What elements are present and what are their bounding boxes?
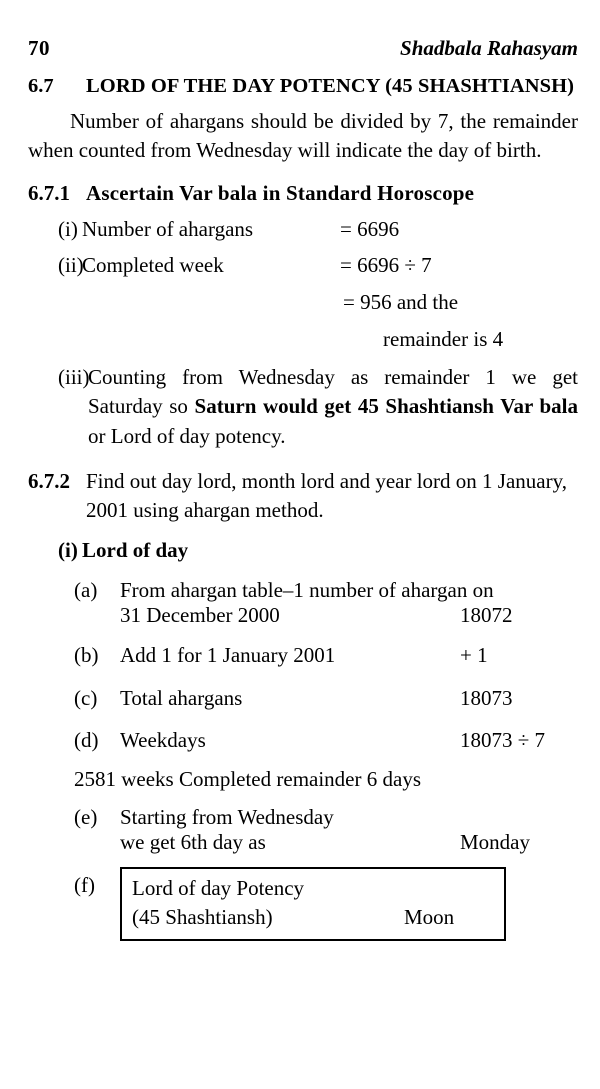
- item-text: [88, 363, 578, 451]
- continuation-line-2: remainder is 4: [383, 326, 504, 351]
- result-label-line1: Lord of day Potency: [132, 875, 305, 900]
- item-label: Number of ahargans: [82, 216, 254, 241]
- page-number: 70: [28, 36, 50, 60]
- item-label-line2: 31 December 2000: [120, 603, 280, 628]
- subsection-671-title: Ascertain Var bala in Standard Horoscope: [86, 180, 475, 205]
- subsection-671-heading: [28, 181, 578, 206]
- item-text-part-2: or Lord of day potency.: [88, 423, 286, 448]
- item-marker: (ii): [58, 252, 84, 277]
- subsection-672-heading: [28, 467, 578, 525]
- section-intro-paragraph: Number of ahargans should be divided by 7, the remainder when counted from Wednesday will indicate the day of birth.: [28, 109, 578, 162]
- item-marker: (f): [74, 872, 95, 897]
- item-marker: (i): [58, 216, 78, 241]
- sub-item-d: [28, 726, 578, 755]
- item-lord-of-day-heading: [28, 536, 578, 565]
- item-text-part-1: Counting from Wednesday as remainder 1 we get Saturday so: [88, 364, 578, 419]
- list-item: [28, 253, 578, 278]
- continuation-line-1: = 956 and the: [343, 289, 459, 314]
- list-item: [28, 217, 578, 242]
- item-marker: (i): [58, 538, 78, 563]
- item-label: Add 1 for 1 January 2001: [120, 643, 336, 668]
- item-value: Monday: [460, 829, 530, 854]
- sub-item-e: [28, 805, 578, 855]
- sub-item-f: [28, 867, 578, 942]
- section-title: LORD OF THE DAY POTENCY (45 SHASHTIANSH): [86, 75, 575, 97]
- result-label-line2: (45 Shashtiansh): [132, 905, 273, 929]
- page-content: [28, 75, 578, 941]
- subsection-672-number: 6.7.2: [28, 469, 70, 494]
- list-item-iii: [28, 363, 578, 451]
- item-marker: (c): [74, 685, 98, 710]
- item-label-line1: Starting from Wednesday: [120, 804, 334, 829]
- item-label-line2: we get 6th day as: [120, 829, 266, 854]
- subsection-671-number: 6.7.1: [28, 180, 70, 205]
- item-value: = 6696 ÷ 7: [340, 252, 432, 277]
- item-value: = 6696: [340, 216, 400, 241]
- item-marker: (a): [74, 578, 98, 603]
- page-header: [28, 36, 578, 61]
- result-value: Moon: [404, 905, 455, 929]
- section-heading: [28, 75, 578, 98]
- item-label: Total ahargans: [120, 685, 243, 710]
- item-value: 18073 ÷ 7: [460, 728, 546, 753]
- item-value: 18073: [460, 685, 513, 710]
- item-marker: (b): [74, 643, 99, 668]
- document-page: [0, 36, 600, 1089]
- item-marker: (d): [74, 728, 99, 753]
- subsection-672-title: Find out day lord, month lord and year lord on 1 January, 2001 using ahargan method.: [86, 469, 567, 523]
- item-value: + 1: [460, 643, 488, 668]
- item-marker: (e): [74, 804, 98, 829]
- weeks-completed-line: 2581 weeks Completed remainder 6 days: [74, 766, 421, 791]
- section-number: 6.7: [28, 75, 54, 97]
- item-text-emphasis: Saturn would get 45 Shashtiansh Var bala: [194, 394, 578, 419]
- sub-item-b: [28, 641, 578, 670]
- book-title: Shadbala Rahasyam: [400, 36, 578, 60]
- sub-item-c: [28, 684, 578, 713]
- item-marker: (iii): [58, 364, 90, 389]
- item-title: Lord of day: [82, 538, 189, 563]
- item-label-line1: From ahargan table–1 number of ahargan on: [120, 578, 494, 603]
- sub-item-a: [28, 578, 578, 628]
- item-label: Weekdays: [120, 728, 206, 753]
- item-label: Completed week: [82, 252, 224, 277]
- result-box: [120, 867, 506, 942]
- item-value: 18072: [460, 603, 513, 628]
